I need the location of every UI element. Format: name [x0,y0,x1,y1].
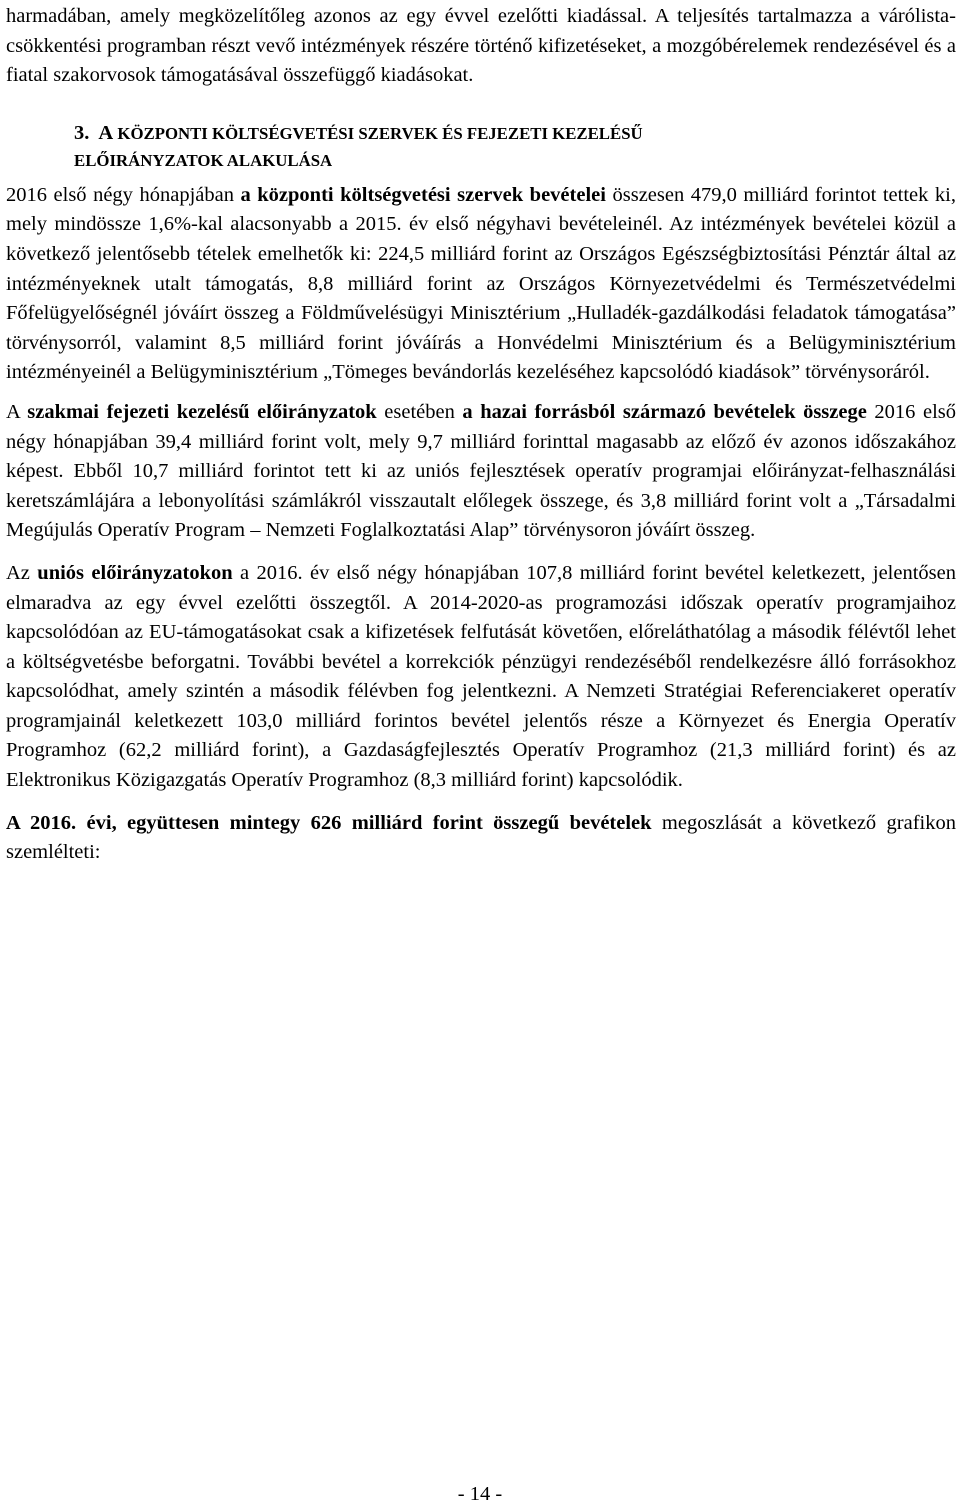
paragraph1-text-1: 2016 első négy hónapjában [6,183,241,206]
paragraph2-bold-1: szakmai fejezeti kezelésű előirányzatok [27,400,377,423]
paragraph2-text-1: A [6,400,28,423]
paragraph1-text-2: összesen 479,0 milliárd forintot tettek ki, mely mindössze 1,6%-kal alacsonyabb a 2015. év első négyhavi bevételeinél. Az intézmények bevételei közül a következő jelentősebb tételek emelhetők ki: 224,5 milliárd forint az Országos Egészségbiztosítási Pénztár által az intézményeknek utalt támogatás, 8,8 milliárd forint az Országos Környezetvédelmi és Természetvédelmi Főfelügyelőségnél jóváírt összeg a Földművelésügyi Minisztérium „Hulladék-gazdálkodási feladatok támogatása” törvénysorról, valamint 8,5 milliárd forint jóváírás a Honvédelmi Minisztérium és a Belügyminisztérium intézményeinél a Belügyminisztérium „Tömeges bevándorlás kezeléséhez kapcsolódó kiadások” törvénysoráról. [6,183,957,384]
paragraph2-bold-2: a hazai forrásból származó bevételek összege [462,400,867,423]
section-number: 3. [74,121,90,144]
paragraph2-text-2: esetében [376,400,463,423]
intro-paragraph: harmadában, amely megközelítőleg azonos az egy évvel ezelőtti kiadással. A teljesítés tartalmazza a várólista-csökkentési programban részt vevő intézmények részére történő kifizetéseket, a mozgóbérelemek rendezésével és a fiatal szakorvosok támogatásával összefüggő kiadásokat. [6,5,956,87]
paragraph3-text-2: a 2016. év első négy hónapjában 107,8 milliárd forint bevétel keletkezett, jelentősen elmaradva az egy évvel ezelőtti összegtől. A 2014-2020-as programozási időszak operatív programjaihoz kapcsolódóan az EU-támogatásokat csak a kifizetések felfutását követően, előreláthatólag a második félévtől lehet a költségvetésbe beforgatni. További bevétel a korrekciók pénzügyi rendezéséből rendelkezésre álló forrásokhoz kapcsolódhat, amely szintén a második félévben fog jelentkezni. A Nemzeti Stratégiai Referenciakeret operatív programjainál keletkezett 103,0 milliárd forintos bevétel jelentős része a Környezet és Energia Operatív Programhoz (62,2 milliárd forint), a Gazdaságfejlesztés Operatív Programhoz (21,3 milliárd forint) és az Elektronikus Közigazgatás Operatív Programhoz (8,3 milliárd forint) kapcsolódik. [6,561,956,792]
section-title-initial: A [98,121,114,144]
paragraph4-text-1: megoszlását a következő grafikon szemlélteti: [6,811,956,864]
paragraph-eu-appropriations [6,559,956,796]
document-page [6,0,956,868]
paragraph4-bold-1: A 2016. évi, együttesen mintegy 626 milliárd forint összegű bevételek [6,811,652,834]
paragraph-revenue-distribution [6,809,956,868]
paragraph3-bold-1: uniós előirányzatokon [37,561,233,584]
paragraph-chapter-appropriations [6,398,956,546]
paragraph1-bold-1: a központi költségvetési szervek bevételei [240,183,606,206]
section-heading [6,120,956,174]
paragraph3-text-1: Az [6,561,38,584]
page-number: - 14 - [457,1483,503,1505]
paragraph2-text-3: 2016 első négy hónapjában 39,4 milliárd forint volt, mely 9,7 milliárd forinttal magasabb az előző év azonos időszakához képest. Ebből 10,7 milliárd forintot tett ki az uniós fejlesztések operatív programjai előirányzat-felhasználási keretszámlájára a lebonyolítási számlákról visszautalt előlegek összege, és 3,8 milliárd forint volt a „Társadalmi Megújulás Operatív Program – Nemzeti Foglalkoztatási Alap” törvénysoron jóváírt összeg. [6,400,956,542]
paragraph-central-budget-revenue [6,181,956,388]
section-title: KÖZPONTI KÖLTSÉGVETÉSI SZERVEK ÉS FEJEZETI KEZELÉSŰ ELŐIRÁNYZATOK ALAKULÁSA [74,123,643,170]
